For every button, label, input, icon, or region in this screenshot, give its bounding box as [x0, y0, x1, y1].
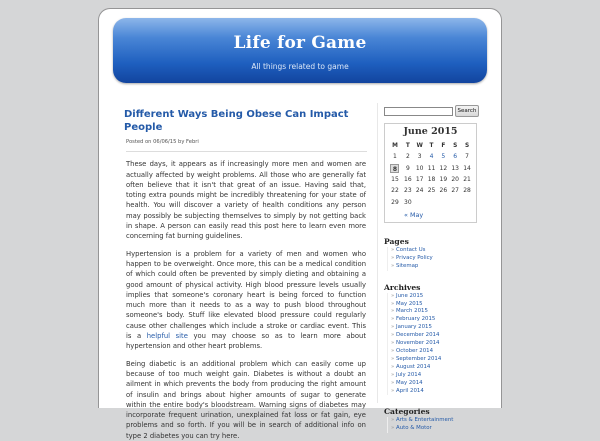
calendar-day: 1 — [393, 153, 397, 161]
post-body — [126, 159, 366, 441]
calendar-day — [449, 197, 461, 208]
archive-link[interactable]: » March 2015 — [391, 308, 481, 316]
calendar-day: 7 — [465, 153, 469, 161]
pages-link[interactable]: » Privacy Policy — [391, 255, 481, 263]
calendar-day: 2 — [405, 153, 410, 161]
categories-heading: Categories — [384, 407, 430, 417]
calendar-day: 14 — [463, 164, 471, 172]
calendar-day: 30 — [404, 198, 412, 206]
pages-list — [387, 247, 481, 271]
category-link[interactable]: » Arts & Entertainment — [391, 417, 481, 425]
calendar-weekday: M — [392, 142, 398, 149]
pages-heading: Pages — [384, 236, 409, 246]
post-paragraph-1: These days, it appears as if increasingly more men and women are actually affected by weight problems. All those who are generally fat often believe that it isn't that great of an issue. Having said that, toting extra pounds might be incredibly threatening for your state of health. You will discover a variety of health conditions any person may possibly be subjecting themselves to simply by not getting back in shape. A person can easily read this post here to learn even more concerning fat burning guidelines. — [126, 160, 366, 241]
calendar-day: 21 — [463, 175, 471, 183]
main-content — [126, 108, 366, 441]
archive-link[interactable]: » May 2015 — [391, 301, 481, 309]
calendar-day-today — [388, 162, 402, 173]
calendar-day: 3 — [417, 153, 422, 161]
post-paragraph-2 — [126, 249, 366, 352]
calendar-weekday: W — [416, 142, 423, 149]
archive-link[interactable]: » August 2014 — [391, 364, 481, 372]
site-header — [113, 18, 487, 83]
calendar-day: 16 — [404, 175, 412, 183]
archive-link[interactable]: » June 2015 — [391, 293, 481, 301]
calendar-day: 13 — [451, 164, 459, 172]
archive-link[interactable]: » February 2015 — [391, 316, 481, 324]
calendar-day: 28 — [463, 187, 471, 195]
site-title-link[interactable]: Life for Game — [233, 33, 367, 53]
calendar-day: 23 — [404, 187, 412, 195]
post-paragraph-2-text: Hypertension is a problem for a variety of men and women who happen to be overweight. Once more, this can be a medical condition of which could often be prevented by simply dieting and obtaining a good amount of physical activity. High blood pressure levels usually implies that someone's coronary heart is being forced to function much more than it needs to as a way to push blood throughout someone's body. Stuff like elevated blood pressure could regularly cause other challenges which include a stroke or cardiac event. This is a — [126, 249, 366, 341]
site-title — [113, 33, 487, 53]
calendar-day: 10 — [415, 164, 424, 172]
archive-link[interactable]: » September 2014 — [391, 356, 481, 364]
search-input[interactable] — [384, 107, 453, 116]
categories-list — [387, 417, 481, 433]
calendar-day: 20 — [451, 175, 459, 183]
calendar-day: 18 — [427, 175, 436, 183]
archive-link[interactable]: » January 2015 — [391, 324, 481, 332]
sidebar — [377, 103, 481, 432]
calendar-day: 19 — [439, 175, 448, 183]
archive-link[interactable]: » December 2014 — [391, 332, 481, 340]
calendar-today-marker: 8 — [390, 164, 399, 173]
helpful-site-link[interactable]: helpful site — [146, 332, 188, 341]
calendar-day: 22 — [391, 187, 399, 195]
post-paragraph-3: Being diabetic is an additional problem which can easily come up because of too much weight gain. Diabetes is without a doubt an ailment in which prevents the body from producing the right amount of insulin and brings about higher amounts of sugar to generate within the entire body's bloodstream. Warning signs of diabetes may incorporate frequent urination, unexplained fat loss or fat gain, eye problems and so forth. If you will be in search of additional info on type 2 diabetes you can try here. — [126, 359, 366, 440]
calendar-day: 24 — [415, 187, 424, 195]
archives-heading: Archives — [384, 282, 421, 292]
calendar-day: 26 — [439, 187, 448, 195]
calendar-day-link[interactable]: 6 — [453, 153, 458, 161]
calendar-day: 29 — [391, 198, 399, 206]
calendar-day — [414, 197, 426, 208]
post-divider — [126, 151, 367, 152]
archive-link[interactable]: » July 2014 — [391, 372, 481, 380]
calendar-day: 27 — [451, 187, 459, 195]
site-tagline: All things related to game — [251, 62, 349, 71]
archives-list — [387, 293, 481, 396]
calendar-grid — [388, 140, 473, 208]
search-form — [384, 105, 481, 117]
calendar-day: 15 — [391, 175, 399, 183]
calendar-prev-month-link[interactable]: « May — [404, 210, 424, 219]
search-button[interactable]: Search — [455, 105, 479, 117]
calendar-weekday: F — [441, 142, 446, 149]
calendar-day: 11 — [427, 164, 436, 172]
calendar-caption: June 2015 — [403, 126, 458, 137]
archive-link[interactable]: » November 2014 — [391, 340, 481, 348]
calendar-weekday: S — [453, 142, 458, 149]
calendar-widget — [384, 123, 477, 223]
archive-link[interactable]: » October 2014 — [391, 348, 481, 356]
post-meta: Posted on 06/06/15 by Febri — [126, 139, 199, 145]
calendar-day-link[interactable]: 5 — [441, 153, 446, 161]
archive-link[interactable]: » May 2014 — [391, 380, 481, 388]
calendar-day — [437, 197, 449, 208]
pages-link[interactable]: » Contact Us — [391, 247, 481, 255]
post-paragraph-2-text-end: you may choose so as to learn more about hypertension and other heart problems. — [126, 332, 367, 351]
archive-link[interactable]: » April 2014 — [391, 388, 481, 396]
calendar-weekday: T — [429, 142, 434, 149]
calendar-day: 12 — [439, 164, 448, 172]
calendar-day: 9 — [405, 164, 410, 172]
calendar-day: 25 — [427, 187, 436, 195]
post-title-link[interactable]: Different Ways Being Obese Can Impact People — [124, 109, 349, 133]
calendar-weekday: S — [464, 142, 470, 149]
pages-link[interactable]: » Sitemap — [391, 263, 481, 271]
calendar-day — [426, 197, 438, 208]
calendar-weekday: T — [405, 142, 410, 149]
calendar-day — [461, 197, 473, 208]
calendar-day: 17 — [415, 175, 424, 183]
category-link[interactable]: » Auto & Motor — [391, 425, 481, 433]
calendar-day-link[interactable]: 4 — [429, 153, 434, 161]
